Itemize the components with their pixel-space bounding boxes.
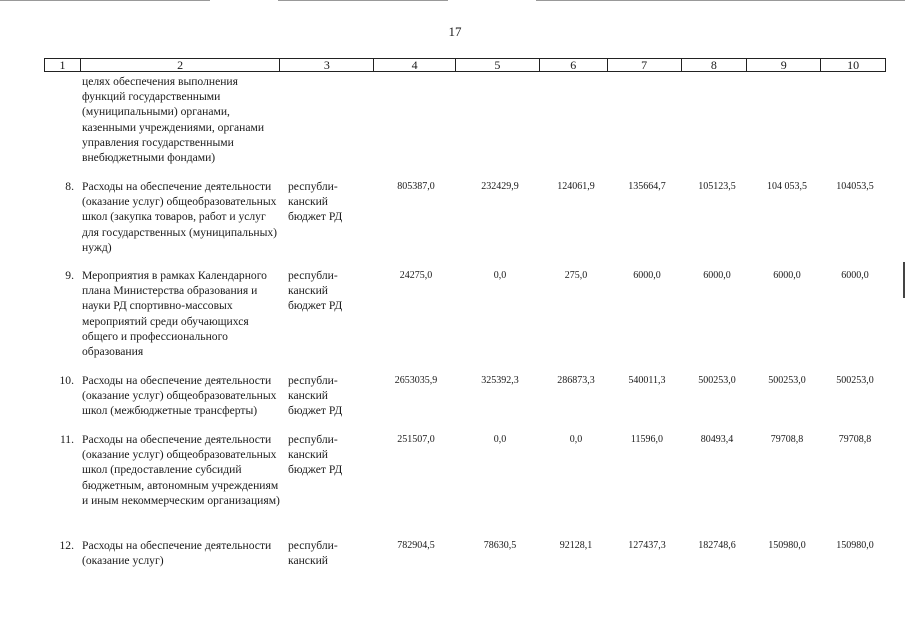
- row-value-col9: 150980,0: [768, 540, 806, 551]
- row-value-col6: 286873,3: [557, 375, 595, 386]
- row-value-col8: 6000,0: [703, 270, 731, 281]
- table-row-10: [44, 373, 886, 433]
- table-row-continuation: [44, 74, 886, 180]
- row-value-col9: 104 053,5: [767, 181, 807, 192]
- top-edge-rule-right: [536, 0, 905, 1]
- row-value-col6: 92128,1: [559, 540, 593, 551]
- row-value-col7: 540011,3: [628, 375, 666, 386]
- row-value-col7: 127437,3: [628, 540, 666, 551]
- table-row-8: [44, 179, 886, 271]
- row-budget: республи- канский бюджет РД: [288, 269, 343, 313]
- row-name: Расходы на обеспечение деятельности (оказание услуг) общеобразовательных школ (закупка товаров, работ и услуг для государственных (муниципальных) нужд): [82, 180, 278, 254]
- row-name: Расходы на обеспечение деятельности (оказание услуг) общеобразовательных школ (предоставление субсидий бюджетным, автономным учреждениям и иным некоммерческим организациям): [82, 433, 280, 507]
- row-name: Расходы на обеспечение деятельности (оказание услуг): [82, 539, 272, 568]
- header-col-8: 8: [682, 59, 748, 71]
- header-col-2: 2: [81, 59, 281, 71]
- row-budget: республи- канский: [288, 539, 338, 568]
- row-value-col10: 104053,5: [836, 181, 874, 192]
- row-value-col10: 79708,8: [838, 434, 872, 445]
- row-number: 9.: [65, 269, 74, 282]
- row-value-col8: 182748,6: [698, 540, 736, 551]
- row-value-col5: 0,0: [493, 434, 507, 445]
- header-col-6: 6: [540, 59, 608, 71]
- row-value-col10: 150980,0: [836, 540, 874, 551]
- row-value-col9: 6000,0: [773, 270, 801, 281]
- row-budget: республи- канский бюджет РД: [288, 180, 343, 224]
- row-value-col5: 0,0: [493, 270, 507, 281]
- page-number: 17: [448, 24, 462, 39]
- header-col-4: 4: [374, 59, 456, 71]
- row-value-col10: 6000,0: [841, 270, 869, 281]
- header-col-7: 7: [608, 59, 682, 71]
- top-edge-rule-middle: [278, 0, 448, 1]
- row-number: 10.: [59, 374, 74, 387]
- row-value-col4: 251507,0: [397, 434, 435, 445]
- row-name: Расходы на обеспечение деятельности (оказание услуг) общеобразовательных школ (межбюджетные трансферты): [82, 374, 277, 418]
- row-number: 8.: [65, 180, 74, 193]
- column-number-header: [44, 58, 886, 72]
- row-budget: республи- канский бюджет РД: [288, 374, 343, 418]
- row-value-col9: 79708,8: [770, 434, 804, 445]
- header-col-1: 1: [45, 59, 81, 71]
- row-name: Мероприятия в рамках Календарного плана Министерства образования и науки РД спортивно-массовых мероприятий среди обучающихся общего и профессионального образования: [82, 269, 267, 359]
- row-value-col4: 782904,5: [397, 540, 435, 551]
- row-number: 11.: [59, 433, 74, 446]
- header-col-5: 5: [456, 59, 540, 71]
- row-value-col7: 11596,0: [630, 434, 664, 445]
- row-value-col8: 500253,0: [698, 375, 736, 386]
- header-col-10: 10: [847, 58, 860, 72]
- row-value-col10: 500253,0: [836, 375, 874, 386]
- header-col-3: 3: [280, 59, 374, 71]
- row-value-col7: 6000,0: [633, 270, 661, 281]
- row-value-col5: 325392,3: [481, 375, 519, 386]
- row-number: 12.: [59, 539, 74, 552]
- table-row-11: [44, 432, 886, 538]
- row-value-col5: 78630,5: [483, 540, 517, 551]
- row-value-col9: 500253,0: [768, 375, 806, 386]
- row-value-col4: 805387,0: [397, 181, 435, 192]
- row-budget: республи- канский бюджет РД: [288, 433, 343, 477]
- top-edge-rule-left: [0, 0, 210, 1]
- row-value-col5: 232429,9: [481, 181, 519, 192]
- table-body: [44, 74, 886, 568]
- header-col-9: 9: [747, 59, 821, 71]
- table-row-9: [44, 268, 886, 376]
- row-value-col8: 105123,5: [698, 181, 736, 192]
- row-value-col7: 135664,7: [628, 181, 666, 192]
- row-name: целях обеспечения выполнения функций государственными (муниципальными) органами, казенными учреждениями, органами управления государственными внебюджетными фондами): [82, 75, 265, 165]
- row-value-col6: 124061,9: [557, 181, 595, 192]
- row-value-col6: 275,0: [564, 270, 588, 281]
- table-row-12: [44, 538, 886, 570]
- row-value-col8: 80493,4: [700, 434, 734, 445]
- row-value-col6: 0,0: [569, 434, 583, 445]
- row-value-col4: 2653035,9: [394, 375, 438, 386]
- row-value-col4: 24275,0: [399, 270, 433, 281]
